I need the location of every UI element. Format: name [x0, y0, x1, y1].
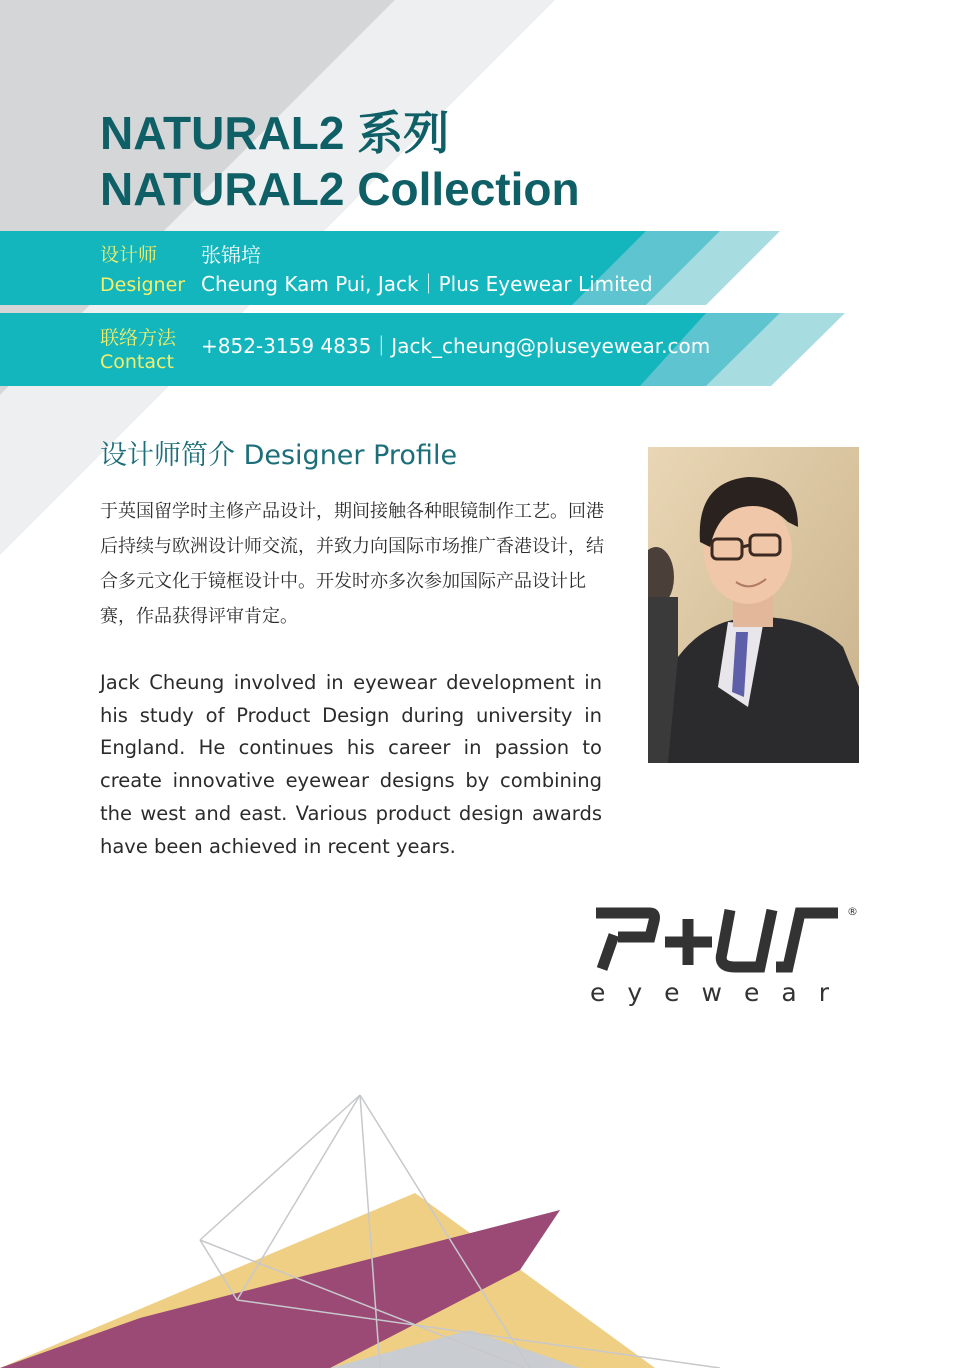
designer-label-zh: 设计师: [100, 244, 158, 266]
designer-name-en: Cheung Kam Pui, Jack｜Plus Eyewear Limited: [201, 272, 653, 296]
designer-label-en: Designer: [100, 274, 186, 296]
contact-label-zh: 联络方法: [100, 327, 177, 349]
contact-label-en: Contact: [100, 351, 174, 373]
registered-mark: ®: [847, 905, 858, 918]
bottom-geometric-shapes: [0, 1080, 968, 1368]
title-line-2: NATURAL2 Collection: [100, 163, 580, 215]
logo-subtitle: eyewear: [590, 978, 851, 1007]
page-title: [100, 105, 580, 217]
title-line-1: NATURAL2 系列: [100, 107, 450, 159]
contact-value: +852-3159 4835｜Jack_cheung@pluseyewear.com: [201, 334, 711, 358]
designer-name-zh: 张锦培: [201, 243, 261, 267]
profile-heading: 设计师简介 Designer Profile: [100, 440, 458, 471]
plus-eyewear-logo: [590, 905, 846, 975]
profile-paragraph-zh: 于英国留学时主修产品设计，期间接触各种眼镜制作工艺。回港后持续与欧洲设计师交流，并致力向国际市场推广香港设计，结合多元文化于镜框设计中。开发时亦多次参加国际产品设计比赛，作品获得评审肯定。: [100, 501, 604, 627]
profile-paragraph-en: Jack Cheung involved in eyewear development in his study of Product Design during university in England. He continues his career in passion to create innovative eyewear designs by combining the west and east. Various product design awards have been achieved in recent years.: [100, 671, 602, 858]
designer-photo: [648, 447, 859, 763]
